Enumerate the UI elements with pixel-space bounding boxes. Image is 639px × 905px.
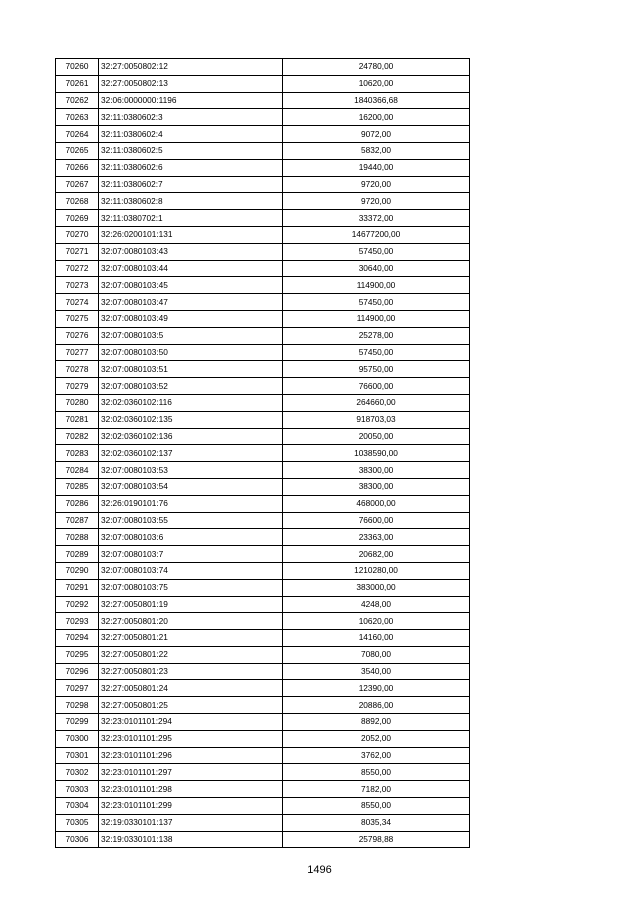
table-row xyxy=(56,210,470,227)
value-cell: 1038590,00 xyxy=(283,445,470,462)
row-number-cell: 70286 xyxy=(56,495,99,512)
cadastral-number-cell: 32:02:0360102:136 xyxy=(99,428,283,445)
value-cell: 76600,00 xyxy=(283,378,470,395)
cadastral-number-cell: 32:11:0380602:3 xyxy=(99,109,283,126)
table-row xyxy=(56,697,470,714)
cadastral-number-cell: 32:06:0000000:1196 xyxy=(99,92,283,109)
value-cell: 33372,00 xyxy=(283,210,470,227)
cadastral-number-cell: 32:23:0101101:294 xyxy=(99,714,283,731)
cadastral-number-cell: 32:02:0360102:116 xyxy=(99,394,283,411)
row-number-cell: 70281 xyxy=(56,411,99,428)
value-cell: 9720,00 xyxy=(283,176,470,193)
row-number-cell: 70301 xyxy=(56,747,99,764)
row-number-cell: 70266 xyxy=(56,159,99,176)
cadastral-number-cell: 32:26:0190101:76 xyxy=(99,495,283,512)
table-row xyxy=(56,277,470,294)
row-number-cell: 70279 xyxy=(56,378,99,395)
table-row xyxy=(56,529,470,546)
cadastral-number-cell: 32:27:0050802:12 xyxy=(99,59,283,76)
cadastral-number-cell: 32:26:0200101:131 xyxy=(99,226,283,243)
table-row xyxy=(56,630,470,647)
table-row xyxy=(56,126,470,143)
row-number-cell: 70303 xyxy=(56,781,99,798)
value-cell: 114900,00 xyxy=(283,277,470,294)
row-number-cell: 70287 xyxy=(56,512,99,529)
cadastral-number-cell: 32:11:0380602:7 xyxy=(99,176,283,193)
value-cell: 30640,00 xyxy=(283,260,470,277)
table-row xyxy=(56,579,470,596)
value-cell: 20886,00 xyxy=(283,697,470,714)
table-body xyxy=(56,59,470,848)
table-row xyxy=(56,562,470,579)
row-number-cell: 70263 xyxy=(56,109,99,126)
row-number-cell: 70305 xyxy=(56,814,99,831)
row-number-cell: 70292 xyxy=(56,596,99,613)
cadastral-number-cell: 32:19:0330101:138 xyxy=(99,831,283,848)
table-row xyxy=(56,75,470,92)
row-number-cell: 70280 xyxy=(56,394,99,411)
table-row xyxy=(56,596,470,613)
value-cell: 10620,00 xyxy=(283,613,470,630)
value-cell: 1210280,00 xyxy=(283,562,470,579)
cadastral-number-cell: 32:07:0080103:55 xyxy=(99,512,283,529)
row-number-cell: 70295 xyxy=(56,646,99,663)
value-cell: 14160,00 xyxy=(283,630,470,647)
table-row xyxy=(56,226,470,243)
cadastral-number-cell: 32:02:0360102:137 xyxy=(99,445,283,462)
value-cell: 8035,34 xyxy=(283,814,470,831)
table-row xyxy=(56,378,470,395)
table-row xyxy=(56,781,470,798)
value-cell: 57450,00 xyxy=(283,294,470,311)
value-cell: 14677200,00 xyxy=(283,226,470,243)
row-number-cell: 70289 xyxy=(56,546,99,563)
value-cell: 12390,00 xyxy=(283,680,470,697)
cadastral-number-cell: 32:07:0080103:51 xyxy=(99,361,283,378)
table-row xyxy=(56,814,470,831)
value-cell: 8892,00 xyxy=(283,714,470,731)
cadastral-number-cell: 32:23:0101101:298 xyxy=(99,781,283,798)
value-cell: 8550,00 xyxy=(283,798,470,815)
cadastral-number-cell: 32:27:0050801:25 xyxy=(99,697,283,714)
row-number-cell: 70285 xyxy=(56,478,99,495)
row-number-cell: 70293 xyxy=(56,613,99,630)
row-number-cell: 70260 xyxy=(56,59,99,76)
row-number-cell: 70278 xyxy=(56,361,99,378)
value-cell: 468000,00 xyxy=(283,495,470,512)
table-row xyxy=(56,159,470,176)
cadastral-number-cell: 32:23:0101101:296 xyxy=(99,747,283,764)
table-row xyxy=(56,546,470,563)
value-cell: 114900,00 xyxy=(283,310,470,327)
cadastral-number-cell: 32:07:0080103:49 xyxy=(99,310,283,327)
table-row xyxy=(56,243,470,260)
row-number-cell: 70264 xyxy=(56,126,99,143)
row-number-cell: 70282 xyxy=(56,428,99,445)
cadastral-number-cell: 32:07:0080103:75 xyxy=(99,579,283,596)
table-row xyxy=(56,294,470,311)
row-number-cell: 70265 xyxy=(56,142,99,159)
cadastral-number-cell: 32:07:0080103:74 xyxy=(99,562,283,579)
table-row xyxy=(56,142,470,159)
cadastral-number-cell: 32:07:0080103:52 xyxy=(99,378,283,395)
table-row xyxy=(56,327,470,344)
value-cell: 38300,00 xyxy=(283,462,470,479)
row-number-cell: 70284 xyxy=(56,462,99,479)
table-row xyxy=(56,646,470,663)
table-row xyxy=(56,92,470,109)
value-cell: 57450,00 xyxy=(283,344,470,361)
row-number-cell: 70273 xyxy=(56,277,99,294)
value-cell: 3540,00 xyxy=(283,663,470,680)
cadastral-number-cell: 32:07:0080103:50 xyxy=(99,344,283,361)
table-row xyxy=(56,176,470,193)
cadastral-number-cell: 32:11:0380602:5 xyxy=(99,142,283,159)
value-cell: 25798,88 xyxy=(283,831,470,848)
value-cell: 20682,00 xyxy=(283,546,470,563)
row-number-cell: 70299 xyxy=(56,714,99,731)
cadastral-value-table xyxy=(55,58,470,848)
table-row xyxy=(56,109,470,126)
value-cell: 7182,00 xyxy=(283,781,470,798)
cadastral-number-cell: 32:27:0050801:19 xyxy=(99,596,283,613)
table-row xyxy=(56,512,470,529)
row-number-cell: 70274 xyxy=(56,294,99,311)
row-number-cell: 70261 xyxy=(56,75,99,92)
row-number-cell: 70291 xyxy=(56,579,99,596)
value-cell: 918703,03 xyxy=(283,411,470,428)
table-row xyxy=(56,730,470,747)
row-number-cell: 70306 xyxy=(56,831,99,848)
table-row xyxy=(56,714,470,731)
value-cell: 10620,00 xyxy=(283,75,470,92)
table-row xyxy=(56,411,470,428)
table-row xyxy=(56,59,470,76)
value-cell: 3762,00 xyxy=(283,747,470,764)
cadastral-number-cell: 32:23:0101101:297 xyxy=(99,764,283,781)
row-number-cell: 70297 xyxy=(56,680,99,697)
cadastral-number-cell: 32:27:0050801:24 xyxy=(99,680,283,697)
row-number-cell: 70300 xyxy=(56,730,99,747)
cadastral-number-cell: 32:07:0080103:43 xyxy=(99,243,283,260)
table-row xyxy=(56,764,470,781)
cadastral-number-cell: 32:27:0050802:13 xyxy=(99,75,283,92)
cadastral-number-cell: 32:11:0380602:8 xyxy=(99,193,283,210)
value-cell: 2052,00 xyxy=(283,730,470,747)
table-row xyxy=(56,663,470,680)
row-number-cell: 70268 xyxy=(56,193,99,210)
table-row xyxy=(56,462,470,479)
row-number-cell: 70267 xyxy=(56,176,99,193)
table-row xyxy=(56,680,470,697)
table-row xyxy=(56,344,470,361)
value-cell: 7080,00 xyxy=(283,646,470,663)
row-number-cell: 70288 xyxy=(56,529,99,546)
cadastral-number-cell: 32:11:0380602:6 xyxy=(99,159,283,176)
table-row xyxy=(56,495,470,512)
row-number-cell: 70271 xyxy=(56,243,99,260)
table-row xyxy=(56,310,470,327)
cadastral-number-cell: 32:11:0380602:4 xyxy=(99,126,283,143)
value-cell: 19440,00 xyxy=(283,159,470,176)
table-row xyxy=(56,831,470,848)
cadastral-number-cell: 32:11:0380702:1 xyxy=(99,210,283,227)
value-cell: 57450,00 xyxy=(283,243,470,260)
row-number-cell: 70277 xyxy=(56,344,99,361)
row-number-cell: 70276 xyxy=(56,327,99,344)
value-cell: 38300,00 xyxy=(283,478,470,495)
value-cell: 4248,00 xyxy=(283,596,470,613)
row-number-cell: 70304 xyxy=(56,798,99,815)
page-number: 1496 xyxy=(307,864,332,876)
cadastral-number-cell: 32:27:0050801:20 xyxy=(99,613,283,630)
cadastral-number-cell: 32:07:0080103:7 xyxy=(99,546,283,563)
value-cell: 8550,00 xyxy=(283,764,470,781)
value-cell: 24780,00 xyxy=(283,59,470,76)
table-row xyxy=(56,478,470,495)
row-number-cell: 70302 xyxy=(56,764,99,781)
row-number-cell: 70272 xyxy=(56,260,99,277)
value-cell: 1840366,68 xyxy=(283,92,470,109)
value-cell: 264660,00 xyxy=(283,394,470,411)
table-row xyxy=(56,260,470,277)
table-row xyxy=(56,747,470,764)
cadastral-number-cell: 32:07:0080103:53 xyxy=(99,462,283,479)
table-row xyxy=(56,445,470,462)
cadastral-number-cell: 32:07:0080103:6 xyxy=(99,529,283,546)
value-cell: 95750,00 xyxy=(283,361,470,378)
row-number-cell: 70290 xyxy=(56,562,99,579)
value-cell: 5832,00 xyxy=(283,142,470,159)
value-cell: 9720,00 xyxy=(283,193,470,210)
table-row xyxy=(56,193,470,210)
cadastral-number-cell: 32:27:0050801:22 xyxy=(99,646,283,663)
cadastral-number-cell: 32:07:0080103:45 xyxy=(99,277,283,294)
row-number-cell: 70270 xyxy=(56,226,99,243)
table-row xyxy=(56,361,470,378)
cadastral-number-cell: 32:27:0050801:23 xyxy=(99,663,283,680)
value-cell: 383000,00 xyxy=(283,579,470,596)
value-cell: 23363,00 xyxy=(283,529,470,546)
row-number-cell: 70262 xyxy=(56,92,99,109)
table-row xyxy=(56,613,470,630)
row-number-cell: 70294 xyxy=(56,630,99,647)
cadastral-number-cell: 32:23:0101101:299 xyxy=(99,798,283,815)
row-number-cell: 70283 xyxy=(56,445,99,462)
value-cell: 16200,00 xyxy=(283,109,470,126)
cadastral-number-cell: 32:02:0360102:135 xyxy=(99,411,283,428)
cadastral-number-cell: 32:07:0080103:54 xyxy=(99,478,283,495)
value-cell: 9072,00 xyxy=(283,126,470,143)
cadastral-number-cell: 32:23:0101101:295 xyxy=(99,730,283,747)
row-number-cell: 70298 xyxy=(56,697,99,714)
row-number-cell: 70269 xyxy=(56,210,99,227)
cadastral-number-cell: 32:07:0080103:47 xyxy=(99,294,283,311)
table-row xyxy=(56,394,470,411)
cadastral-number-cell: 32:19:0330101:137 xyxy=(99,814,283,831)
table-row xyxy=(56,798,470,815)
value-cell: 20050,00 xyxy=(283,428,470,445)
value-cell: 25278,00 xyxy=(283,327,470,344)
row-number-cell: 70275 xyxy=(56,310,99,327)
cadastral-number-cell: 32:07:0080103:5 xyxy=(99,327,283,344)
cadastral-number-cell: 32:27:0050801:21 xyxy=(99,630,283,647)
cadastral-number-cell: 32:07:0080103:44 xyxy=(99,260,283,277)
table-row xyxy=(56,428,470,445)
row-number-cell: 70296 xyxy=(56,663,99,680)
value-cell: 76600,00 xyxy=(283,512,470,529)
